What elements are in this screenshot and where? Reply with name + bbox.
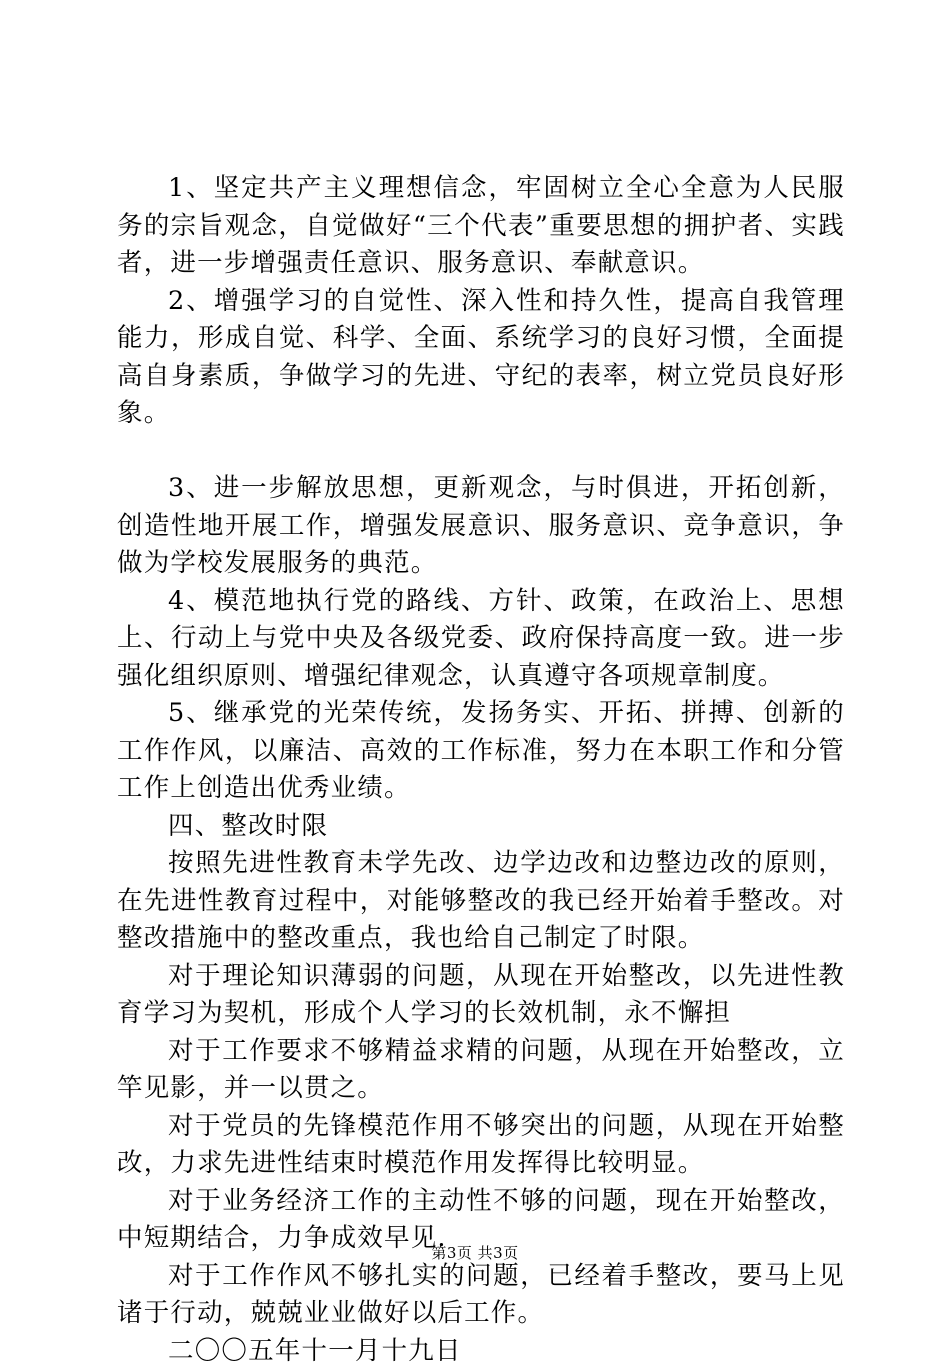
- paragraph-theory-issue: 对于理论知识薄弱的问题，从现在开始整改，以先进性教育学习为契机，形成个人学习的长效机制，永不懈担: [117, 958, 845, 1033]
- document-body: [117, 170, 845, 1370]
- paragraph-goal-3: 3、进一步解放思想，更新观念，与时俱进，开拓创新，创造性地开展工作，增强发展意识、服务意识、竞争意识，争做为学校发展服务的典范。: [117, 470, 845, 583]
- paragraph-work-requirement-issue: 对于工作要求不够精益求精的问题，从现在开始整改，立竿见影，并一以贯之。: [117, 1033, 845, 1108]
- paragraph-initiative-issue: 对于业务经济工作的主动性不够的问题，现在开始整改，中短期结合，力争成效早见.: [117, 1183, 845, 1258]
- paragraph-principle: 按照先进性教育未学先改、边学边改和边整边改的原则，在先进性教育过程中，对能够整改的我已经开始着手整改。对整改措施中的整改重点，我也给自己制定了时限。: [117, 845, 845, 958]
- page-number-footer: 第3页 共3页: [0, 1243, 950, 1263]
- paragraph-goal-4: 4、模范地执行党的路线、方针、政策，在政治上、思想上、行动上与党中央及各级党委、政府保持高度一致。进一步强化组织原则、增强纪律观念，认真遵守各项规章制度。: [117, 583, 845, 696]
- document-date: 二〇〇五年十一月十九日: [117, 1333, 845, 1370]
- paragraph-goal-2: 2、增强学习的自觉性、深入性和持久性，提高自我管理能力，形成自觉、科学、全面、系统学习的良好习惯，全面提高自身素质，争做学习的先进、守纪的表率，树立党员良好形象。: [117, 283, 845, 433]
- paragraph-spacer: [117, 433, 845, 471]
- paragraph-work-style-issue: 对于工作作风不够扎实的问题，已经着手整改，要马上见诸于行动，兢兢业业做好以后工作。: [117, 1258, 845, 1333]
- paragraph-goal-5: 5、继承党的光荣传统，发扬务实、开拓、拼搏、创新的工作作风，以廉洁、高效的工作标准，努力在本职工作和分管工作上创造出优秀业绩。: [117, 695, 845, 808]
- paragraph-goal-1: 1、坚定共产主义理想信念，牢固树立全心全意为人民服务的宗旨观念，自觉做好“三个代表”重要思想的拥护者、实践者，进一步增强责任意识、服务意识、奉献意识。: [117, 170, 845, 283]
- paragraph-vanguard-issue: 对于党员的先锋模范作用不够突出的问题，从现在开始整改，力求先进性结束时模范作用发挥得比较明显。: [117, 1108, 845, 1183]
- section-heading-deadline: 四、整改时限: [117, 808, 845, 846]
